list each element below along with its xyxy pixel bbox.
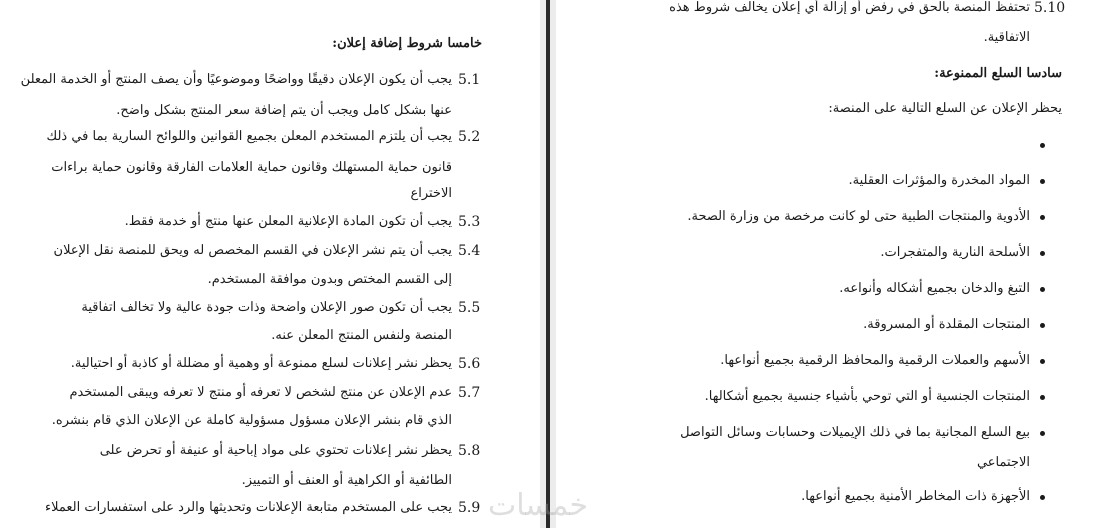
left-page bbox=[0, 0, 540, 528]
item-number: 5.5 bbox=[458, 300, 481, 316]
bullet-marker bbox=[1040, 251, 1045, 256]
item-number: 5.4 bbox=[458, 243, 481, 259]
item-number: 5.2 bbox=[458, 129, 481, 145]
item-line: الذي قام بنشر الإعلان مسؤول مسؤولية كاملة عن الإعلان الذي قام بنشره. bbox=[51, 413, 452, 428]
item-line: الاتفاقية. bbox=[983, 30, 1030, 45]
bullet-marker bbox=[1040, 143, 1045, 148]
item-line: عدم الإعلان عن منتج لشخص لا تعرفه أو منتج لا تعرفه ويبقى المستخدم bbox=[69, 385, 452, 400]
bullet-marker bbox=[1040, 179, 1045, 184]
list-item: التبغ والدخان بجميع أشكاله وأنواعه. bbox=[839, 281, 1030, 296]
right-page bbox=[556, 0, 1112, 528]
item-line: المنصة ولنفس المنتج المعلن عنه. bbox=[271, 328, 452, 343]
bullet-marker bbox=[1040, 287, 1045, 292]
list-item: الأدوية والمنتجات الطبية حتى لو كانت مرخصة من وزارة الصحة. bbox=[687, 209, 1030, 224]
item-line: يجب على المستخدم متابعة الإعلانات وتحديثها والرد على استفسارات العملاء bbox=[44, 500, 452, 515]
item-line: عنها بشكل كامل ويجب أن يتم إضافة سعر المنتج بشكل واضح. bbox=[116, 103, 452, 118]
bullet-marker bbox=[1040, 495, 1045, 500]
item-number: 5.10 bbox=[1034, 0, 1066, 16]
item-line: يجب أن يكون الإعلان دقيقًا وواضحًا وموضوعيًا وأن يصف المنتج أو الخدمة المعلن bbox=[20, 72, 452, 87]
item-number: 5.1 bbox=[458, 72, 481, 88]
list-item: الأجهزة ذات المخاطر الأمنية بجميع أنواعها. bbox=[801, 489, 1030, 504]
bullet-marker bbox=[1040, 323, 1045, 328]
item-line: يجب أن تكون المادة الإعلانية المعلن عنها منتج أو خدمة فقط. bbox=[124, 214, 452, 229]
bullet-marker bbox=[1040, 359, 1045, 364]
list-item-continuation: الاجتماعي bbox=[976, 455, 1030, 470]
item-line: الطائفية أو الكراهية أو العنف أو التمييز. bbox=[241, 473, 452, 488]
page-divider bbox=[540, 0, 556, 528]
item-line: يجب أن يتم نشر الإعلان في القسم المخصص له ويحق للمنصة نقل الإعلان bbox=[53, 243, 452, 258]
item-number: 5.6 bbox=[458, 356, 481, 372]
bullet-marker bbox=[1040, 215, 1045, 220]
intro-text: يحظر الإعلان عن السلع التالية على المنصة: bbox=[828, 101, 1062, 116]
section-heading-5: خامسا شروط إضافة إعلان: bbox=[332, 36, 482, 51]
item-number: 5.7 bbox=[458, 385, 481, 401]
item-line: يحظر نشر إعلانات تحتوي على مواد إباحية أو عنيفة أو تحرض على bbox=[99, 443, 452, 458]
list-item: المنتجات المقلدة أو المسروقة. bbox=[863, 317, 1030, 332]
bullet-marker bbox=[1040, 395, 1045, 400]
item-line: الاختراع bbox=[410, 186, 452, 201]
bullet-marker bbox=[1040, 431, 1045, 436]
list-item: الأسلحة النارية والمتفجرات. bbox=[880, 245, 1030, 260]
list-item: المواد المخدرة والمؤثرات العقلية. bbox=[848, 173, 1030, 188]
section-heading-6: سادسا السلع الممنوعة: bbox=[934, 66, 1062, 81]
list-item: المنتجات الجنسية أو التي توحي بأشياء جنسية بجميع أشكالها. bbox=[704, 389, 1030, 404]
item-line: قانون حماية المستهلك وقانون حماية العلامات الفارقة وقانون حماية براءات bbox=[51, 160, 452, 175]
item-line: يجب أن تكون صور الإعلان واضحة وذات جودة عالية ولا تخالف اتفاقية bbox=[81, 300, 452, 315]
item-number: 5.3 bbox=[458, 214, 481, 230]
item-line: يحظر نشر إعلانات لسلع ممنوعة أو وهمية أو مضللة أو كاذبة أو احتيالية. bbox=[70, 356, 452, 371]
item-number: 5.8 bbox=[458, 443, 481, 459]
watermark-logo: خمسات bbox=[488, 488, 589, 523]
list-item: الأسهم والعملات الرقمية والمحافظ الرقمية بجميع أنواعها. bbox=[720, 353, 1030, 368]
list-item: بيع السلع المجانية بما في ذلك الإيميلات وحسابات وسائل التواصل bbox=[680, 425, 1030, 440]
item-line: إلى القسم المختص وبدون موافقة المستخدم. bbox=[207, 272, 452, 287]
item-line: يجب أن يلتزم المستخدم المعلن بجميع القوانين واللوائح السارية بما في ذلك bbox=[46, 129, 452, 144]
item-line: تحتفظ المنصة بالحق في رفض أو إزالة أي إعلان يخالف شروط هذه bbox=[669, 0, 1030, 15]
item-number: 5.9 bbox=[458, 500, 481, 516]
